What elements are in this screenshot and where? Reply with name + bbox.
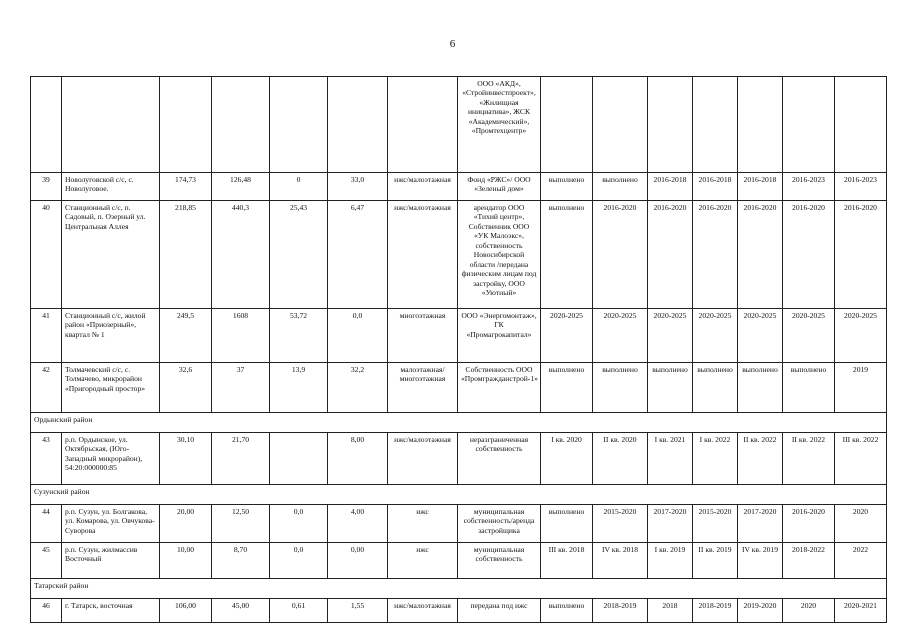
value-cell: 440,3 bbox=[212, 201, 270, 309]
value-cell: 12,50 bbox=[212, 505, 270, 543]
table-row bbox=[31, 201, 887, 309]
stage-cell: 2016-2020 bbox=[835, 201, 887, 309]
developer-cell: передана под ижс bbox=[458, 599, 541, 623]
developer-cell: неразграниченная собственность bbox=[458, 433, 541, 485]
stage-cell: III кв. 2018 bbox=[541, 543, 593, 579]
stage-cell: 2016-2020 bbox=[738, 201, 783, 309]
building-type-cell: ижс/малоэтажная bbox=[388, 173, 458, 201]
table-row bbox=[31, 363, 887, 413]
value-cell: 37 bbox=[212, 363, 270, 413]
value-cell: 8,00 bbox=[328, 433, 388, 485]
building-type-cell: ижс/малоэтажная bbox=[388, 433, 458, 485]
row-number: 40 bbox=[31, 201, 62, 309]
value-cell: 126,48 bbox=[212, 173, 270, 201]
value-cell: 21,70 bbox=[212, 433, 270, 485]
section-title-ordynsky: Ордынский район bbox=[31, 413, 887, 433]
stage-cell: выполнено bbox=[541, 505, 593, 543]
stage-cell: 2020-2025 bbox=[648, 309, 693, 363]
stage-cell: 2016-2020 bbox=[783, 505, 835, 543]
developer-cell: Собственность ООО «Промгражданстрой-1» bbox=[458, 363, 541, 413]
stage-cell: 2020 bbox=[835, 505, 887, 543]
stage-cell: 2016-2023 bbox=[783, 173, 835, 201]
section-row bbox=[31, 485, 887, 505]
area-cell: 174,73 bbox=[160, 173, 212, 201]
value-cell: 0,61 bbox=[270, 599, 328, 623]
stage-cell: выполнено bbox=[541, 363, 593, 413]
value-cell: 53,72 bbox=[270, 309, 328, 363]
area-cell: 20,00 bbox=[160, 505, 212, 543]
row-number: 46 bbox=[31, 599, 62, 623]
stage-cell: 2020-2025 bbox=[593, 309, 648, 363]
stage-cell: выполнено bbox=[593, 173, 648, 201]
developer-cell: Фонд «РЖС»/ ООО «Зеленый дом» bbox=[458, 173, 541, 201]
value-cell: 8,70 bbox=[212, 543, 270, 579]
row-number: 43 bbox=[31, 433, 62, 485]
table-row bbox=[31, 599, 887, 623]
value-cell: 4,00 bbox=[328, 505, 388, 543]
stage-cell: выполнено bbox=[738, 363, 783, 413]
location-cell: Новолуговской с/с, с. Новолуговое. bbox=[62, 173, 160, 201]
table-row bbox=[31, 173, 887, 201]
stage-cell: II кв. 2020 bbox=[593, 433, 648, 485]
stage-cell: III кв. 2022 bbox=[835, 433, 887, 485]
stage-cell: I кв. 2022 bbox=[693, 433, 738, 485]
value-cell: 0,00 bbox=[328, 543, 388, 579]
stage-cell: 2020-2025 bbox=[693, 309, 738, 363]
stage-cell: II кв. 2022 bbox=[738, 433, 783, 485]
stage-cell: 2020-2025 bbox=[835, 309, 887, 363]
table-row bbox=[31, 505, 887, 543]
stage-cell: 2017-2020 bbox=[648, 505, 693, 543]
value-cell: 0,0 bbox=[328, 309, 388, 363]
stage-cell: 2016-2018 bbox=[648, 173, 693, 201]
stage-cell: II кв. 2022 bbox=[783, 433, 835, 485]
value-cell: 1608 bbox=[212, 309, 270, 363]
section-row bbox=[31, 579, 887, 599]
section-row bbox=[31, 413, 887, 433]
building-type-cell: малоэтажная/ многоэтажная bbox=[388, 363, 458, 413]
stage-cell: 2016-2023 bbox=[835, 173, 887, 201]
developer-cell: арендатор ООО «Тихий центр», Собственник ООО «УК Малоэкс», собственность Новосибирской области /передана физическим лицам под застройку, ООО «Уютный» bbox=[458, 201, 541, 309]
location-cell: р.п. Ордынское, ул. Октябрьская, (Юго-Западный микрорайон), 54:20:000000:85 bbox=[62, 433, 160, 485]
stage-cell: 2020-2025 bbox=[783, 309, 835, 363]
table-row bbox=[31, 433, 887, 485]
stage-cell: 2016-2020 bbox=[693, 201, 738, 309]
value-cell: 33,0 bbox=[328, 173, 388, 201]
building-type-cell: ижс bbox=[388, 543, 458, 579]
stage-cell: 2016-2018 bbox=[693, 173, 738, 201]
stage-cell: выполнено bbox=[541, 599, 593, 623]
stage-cell: II кв. 2019 bbox=[693, 543, 738, 579]
developer-cell: ООО «АКД», «Стройинвестпроект», «Жилищная инициатива», ЖСК «Академический», «Промтехцентр» bbox=[458, 77, 541, 173]
stage-cell: 2018-2019 bbox=[593, 599, 648, 623]
value-cell: 13,9 bbox=[270, 363, 328, 413]
housing-projects-table bbox=[30, 76, 887, 623]
stage-cell: I кв. 2020 bbox=[541, 433, 593, 485]
stage-cell: 2020 bbox=[783, 599, 835, 623]
stage-cell: 2020-2025 bbox=[738, 309, 783, 363]
stage-cell: 2019-2020 bbox=[738, 599, 783, 623]
location-cell: р.п. Сузун, жилмассив Восточный bbox=[62, 543, 160, 579]
stage-cell: 2015-2020 bbox=[593, 505, 648, 543]
table-row bbox=[31, 309, 887, 363]
location-cell: г. Татарск, восточная bbox=[62, 599, 160, 623]
value-cell: 0,0 bbox=[270, 543, 328, 579]
page-number: 6 bbox=[449, 38, 456, 50]
stage-cell: 2020-2021 bbox=[835, 599, 887, 623]
row-number: 44 bbox=[31, 505, 62, 543]
building-type-cell: ижс/малоэтажная bbox=[388, 599, 458, 623]
building-type-cell: многоэтажная bbox=[388, 309, 458, 363]
location-cell: Станционный с/с, жилой район «Приозерный», квартал № 1 bbox=[62, 309, 160, 363]
stage-cell: 2018 bbox=[648, 599, 693, 623]
row-number: 41 bbox=[31, 309, 62, 363]
table-row bbox=[31, 543, 887, 579]
value-cell: 32,2 bbox=[328, 363, 388, 413]
value-cell: 45,00 bbox=[212, 599, 270, 623]
value-cell: 0 bbox=[270, 173, 328, 201]
area-cell: 10,00 bbox=[160, 543, 212, 579]
location-cell: Станционный с/с, п. Садовый, п. Озерный ул. Центральная Аллея bbox=[62, 201, 160, 309]
stage-cell: 2017-2020 bbox=[738, 505, 783, 543]
stage-cell: 2019 bbox=[835, 363, 887, 413]
row-number: 39 bbox=[31, 173, 62, 201]
building-type-cell: ижс/малоэтажная bbox=[388, 201, 458, 309]
stage-cell: 2015-2020 bbox=[693, 505, 738, 543]
value-cell: 1,55 bbox=[328, 599, 388, 623]
stage-cell: 2016-2020 bbox=[783, 201, 835, 309]
developer-cell: муниципальная собственность/аренда застройщика bbox=[458, 505, 541, 543]
value-cell: 0,0 bbox=[270, 505, 328, 543]
stage-cell: выполнено bbox=[593, 363, 648, 413]
value-cell: 6,47 bbox=[328, 201, 388, 309]
stage-cell: 2020-2025 bbox=[541, 309, 593, 363]
row-number: 45 bbox=[31, 543, 62, 579]
value-cell bbox=[270, 433, 328, 485]
stage-cell: 2016-2020 bbox=[648, 201, 693, 309]
stage-cell: выполнено bbox=[541, 173, 593, 201]
stage-cell: IV кв. 2018 bbox=[593, 543, 648, 579]
row-number: 42 bbox=[31, 363, 62, 413]
section-title-tatarsky: Татарский район bbox=[31, 579, 887, 599]
building-type-cell: ижс bbox=[388, 505, 458, 543]
area-cell: 249,5 bbox=[160, 309, 212, 363]
developer-cell: ООО «Энергомонтаж», ГК «Промагрокапитал» bbox=[458, 309, 541, 363]
area-cell: 32,6 bbox=[160, 363, 212, 413]
location-cell: Толмачевский с/с, с. Толмачево, микрорайон «Пригородный простор» bbox=[62, 363, 160, 413]
stage-cell: выполнено bbox=[541, 201, 593, 309]
area-cell: 30,10 bbox=[160, 433, 212, 485]
stage-cell: выполнено bbox=[648, 363, 693, 413]
stage-cell: IV кв. 2019 bbox=[738, 543, 783, 579]
stage-cell: 2016-2020 bbox=[593, 201, 648, 309]
stage-cell: 2018-2022 bbox=[783, 543, 835, 579]
value-cell: 25,43 bbox=[270, 201, 328, 309]
location-cell: р.п. Сузун, ул. Болгакова, ул. Комарова, ул. Овчукова-Суворова bbox=[62, 505, 160, 543]
stage-cell: 2016-2018 bbox=[738, 173, 783, 201]
stage-cell: выполнено bbox=[783, 363, 835, 413]
stage-cell: 2018-2019 bbox=[693, 599, 738, 623]
stage-cell: I кв. 2019 bbox=[648, 543, 693, 579]
area-cell: 106,00 bbox=[160, 599, 212, 623]
developer-cell: муниципальная собственность bbox=[458, 543, 541, 579]
stage-cell: 2022 bbox=[835, 543, 887, 579]
stage-cell: выполнено bbox=[693, 363, 738, 413]
section-title-suzunsky: Сузунский район bbox=[31, 485, 887, 505]
stage-cell: I кв. 2021 bbox=[648, 433, 693, 485]
area-cell: 218,85 bbox=[160, 201, 212, 309]
table-row bbox=[31, 77, 887, 173]
